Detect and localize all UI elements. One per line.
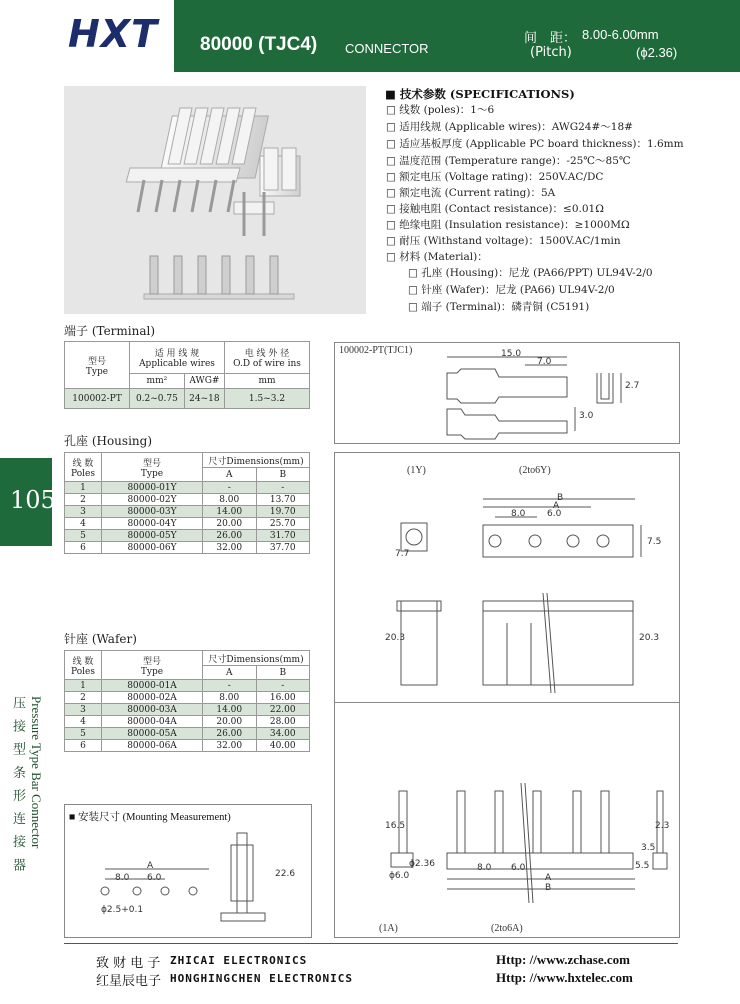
col-poles-en: Poles (71, 666, 95, 677)
dim-6-wafer: 6.0 (511, 863, 526, 873)
housing-title: 孔座 (Housing) (64, 434, 153, 448)
dim-16-5: 16.5 (385, 821, 406, 831)
col-b: B (256, 666, 310, 680)
col-wires-cn: 适 用 线 规 (154, 349, 200, 359)
brand-logo: HXT (68, 12, 159, 56)
pitch-label-cn: 间 距： (524, 31, 577, 46)
dim-7: 7.0 (537, 357, 552, 367)
spec-contact: □ 接触电阻 (Contact resistance)：≤0.01Ω (386, 203, 604, 215)
spec-material-wafer: □ 针座 (Wafer)：尼龙 (PA66) UL94V-2/0 (408, 284, 615, 296)
col-a: A (203, 468, 257, 482)
footer-company-cn-2: 红星辰电子 (96, 974, 162, 989)
footer-company-en-2: HONGHINGCHEN ELECTRONICS (170, 972, 353, 985)
spec-poles: □ 线数 (poles)：1～6 (386, 104, 495, 116)
specifications-title: ■ 技术参数 (SPECIFICATIONS) (385, 87, 575, 101)
table-row: 1 80000-01A - - (65, 680, 310, 692)
spec-material-terminal: □ 端子 (Terminal)：磷青铜 (C5191) (408, 301, 590, 313)
col-poles-cn: 线 数 (72, 656, 94, 667)
col-type-en: Type (140, 468, 164, 479)
table-row: 3 80000-03A 14.00 22.00 (65, 704, 310, 716)
footer-company-en-1: ZHICAI ELECTRONICS (170, 954, 308, 967)
table-row: 2 80000-02A 8.00 16.00 (65, 692, 310, 704)
dim-7-5: 7.5 (647, 537, 662, 547)
dim-2-36: ϕ2.36 (409, 859, 435, 869)
table-row: 1 80000-01Y - - (65, 482, 310, 494)
unit-mm2: mm² (130, 374, 185, 389)
col-wires-en: Applicable wires (139, 359, 215, 369)
table-row: 4 80000-04A 20.00 28.00 (65, 716, 310, 728)
wafer-drawing (334, 702, 680, 938)
col-od-en: O.D of wire ins (233, 359, 301, 369)
col-type-cn: 型号 (142, 656, 161, 667)
dim-b: B (557, 493, 564, 503)
dim-a-wafer: A (545, 873, 552, 883)
pitch-diameter: (ϕ2.36) (636, 45, 678, 60)
mount-dim-dia: ϕ2.5+0.1 (101, 905, 144, 915)
col-dimensions: 尺寸Dimensions(mm) (203, 453, 310, 468)
spec-temperature: □ 温度范围 (Temperature range)：-25℃～85℃ (386, 155, 631, 167)
table-row: 5 80000-05A 26.00 34.00 (65, 728, 310, 740)
dim-3-0: 3.0 (579, 411, 594, 421)
page-number: 105 (10, 486, 56, 514)
spec-material: □ 材料 (Material)： (386, 251, 488, 263)
housing-1y-label: (1Y) (407, 465, 426, 476)
pitch-label-en: (Pitch) (530, 45, 572, 60)
dim-8: 8.0 (511, 509, 526, 519)
mounting-title: ■ 安装尺寸 (Mounting Measurement) (69, 812, 231, 823)
mount-dim-8: 8.0 (115, 873, 130, 883)
spec-voltage: □ 额定电压 (Voltage rating)：250V.AC/DC (386, 171, 604, 183)
housing-outline (335, 453, 679, 703)
footer-divider (64, 943, 678, 944)
dim-15: 15.0 (501, 349, 522, 359)
col-b: B (256, 468, 310, 482)
vertical-caption-en: Pressure Type Bar Connector (29, 696, 44, 849)
table-row: 4 80000-04Y 20.00 25.70 (65, 518, 310, 530)
wafer-table (64, 650, 310, 752)
dim-20-3-right: 20.3 (639, 633, 660, 643)
unit-awg: AWG# (184, 374, 224, 389)
col-od-cn: 电 线 外 径 (244, 349, 290, 359)
table-row: 2 80000-02Y 8.00 13.70 (65, 494, 310, 506)
wafer-2to6a-label: (2to6A) (491, 923, 523, 934)
mounting-drawing (64, 804, 312, 938)
col-a: A (203, 666, 257, 680)
unit-mm: mm (224, 374, 309, 389)
dim-8-wafer: 8.0 (477, 863, 492, 873)
dim-20-3-left: 20.3 (385, 633, 406, 643)
dim-2-3: 2.3 (655, 821, 670, 831)
mount-dim-6: 6.0 (147, 873, 162, 883)
col-type-en: Type (85, 366, 109, 377)
dim-a: A (553, 501, 560, 511)
col-type-en: Type (140, 666, 164, 677)
col-type-cn: 型号 (87, 356, 106, 367)
terminal-drawing (334, 342, 680, 444)
housing-2to6y-label: (2to6Y) (519, 465, 551, 476)
spec-insulation: □ 绝缘电阻 (Insulation resistance)：≥1000MΩ (386, 219, 630, 231)
pitch-value: 8.00-6.00mm (582, 27, 659, 42)
dim-6: 6.0 (547, 509, 562, 519)
spec-board: □ 适应基板厚度 (Applicable PC board thickness)：1.6mm (386, 138, 684, 150)
terminal-table (64, 341, 310, 409)
table-row: 6 80000-06Y 32.00 37.70 (65, 542, 310, 554)
vertical-caption (8, 696, 48, 906)
housing-drawing (334, 452, 680, 704)
dim-3-5: 3.5 (641, 843, 656, 853)
footer-company-cn-1: 致 财 电 子 (96, 956, 161, 971)
col-poles-en: Poles (71, 468, 95, 479)
product-photo (64, 86, 366, 314)
col-dimensions: 尺寸Dimensions(mm) (203, 651, 310, 666)
wafer-outline (335, 703, 679, 937)
table-row: 3 80000-03Y 14.00 19.70 (65, 506, 310, 518)
spec-wires: □ 适用线规 (Applicable wires)：AWG24#～18# (386, 121, 633, 133)
dim-2-7: 2.7 (625, 381, 640, 391)
footer-url-2[interactable]: Http: //www.hxtelec.com (496, 970, 633, 985)
col-type-cn: 型号 (142, 458, 161, 469)
terminal-drawing-label: 100002-PT(TJC1) (339, 345, 413, 356)
spec-withstand: □ 耐压 (Withstand voltage)：1500V.AC/1min (386, 235, 621, 247)
footer-url-1[interactable]: Http: //www.zchase.com (496, 952, 630, 967)
spec-material-housing: □ 孔座 (Housing)：尼龙 (PA66/PPT) UL94V-2/0 (408, 267, 653, 279)
dim-5-5: 5.5 (635, 861, 650, 871)
table-row: 5 80000-05Y 26.00 31.70 (65, 530, 310, 542)
mount-dim-a: A (147, 861, 154, 871)
mount-dim-22-6: 22.6 (275, 869, 296, 879)
col-poles-cn: 线 数 (72, 458, 94, 469)
wafer-title: 针座 (Wafer) (64, 632, 137, 646)
page-subtitle: CONNECTOR (345, 41, 429, 56)
connector-illustration (64, 86, 366, 314)
table-row: 100002-PT 0.2~0.75 24~18 1.5~3.2 (65, 389, 310, 409)
dim-7-7: 7.7 (395, 549, 410, 559)
housing-table (64, 452, 310, 554)
dim-b-wafer: B (545, 883, 552, 893)
vertical-caption-cn: 压 接 型 条 形 连 接 器 (10, 696, 25, 874)
terminal-title: 端子 (Terminal) (64, 324, 156, 338)
wafer-1a-label: (1A) (379, 923, 398, 934)
page-title: 80000 (TJC4) (200, 34, 318, 55)
table-row: 6 80000-06A 32.00 40.00 (65, 740, 310, 752)
spec-current: □ 额定电流 (Current rating)：5A (386, 187, 556, 199)
dim-6-0: ϕ6.0 (389, 871, 410, 881)
